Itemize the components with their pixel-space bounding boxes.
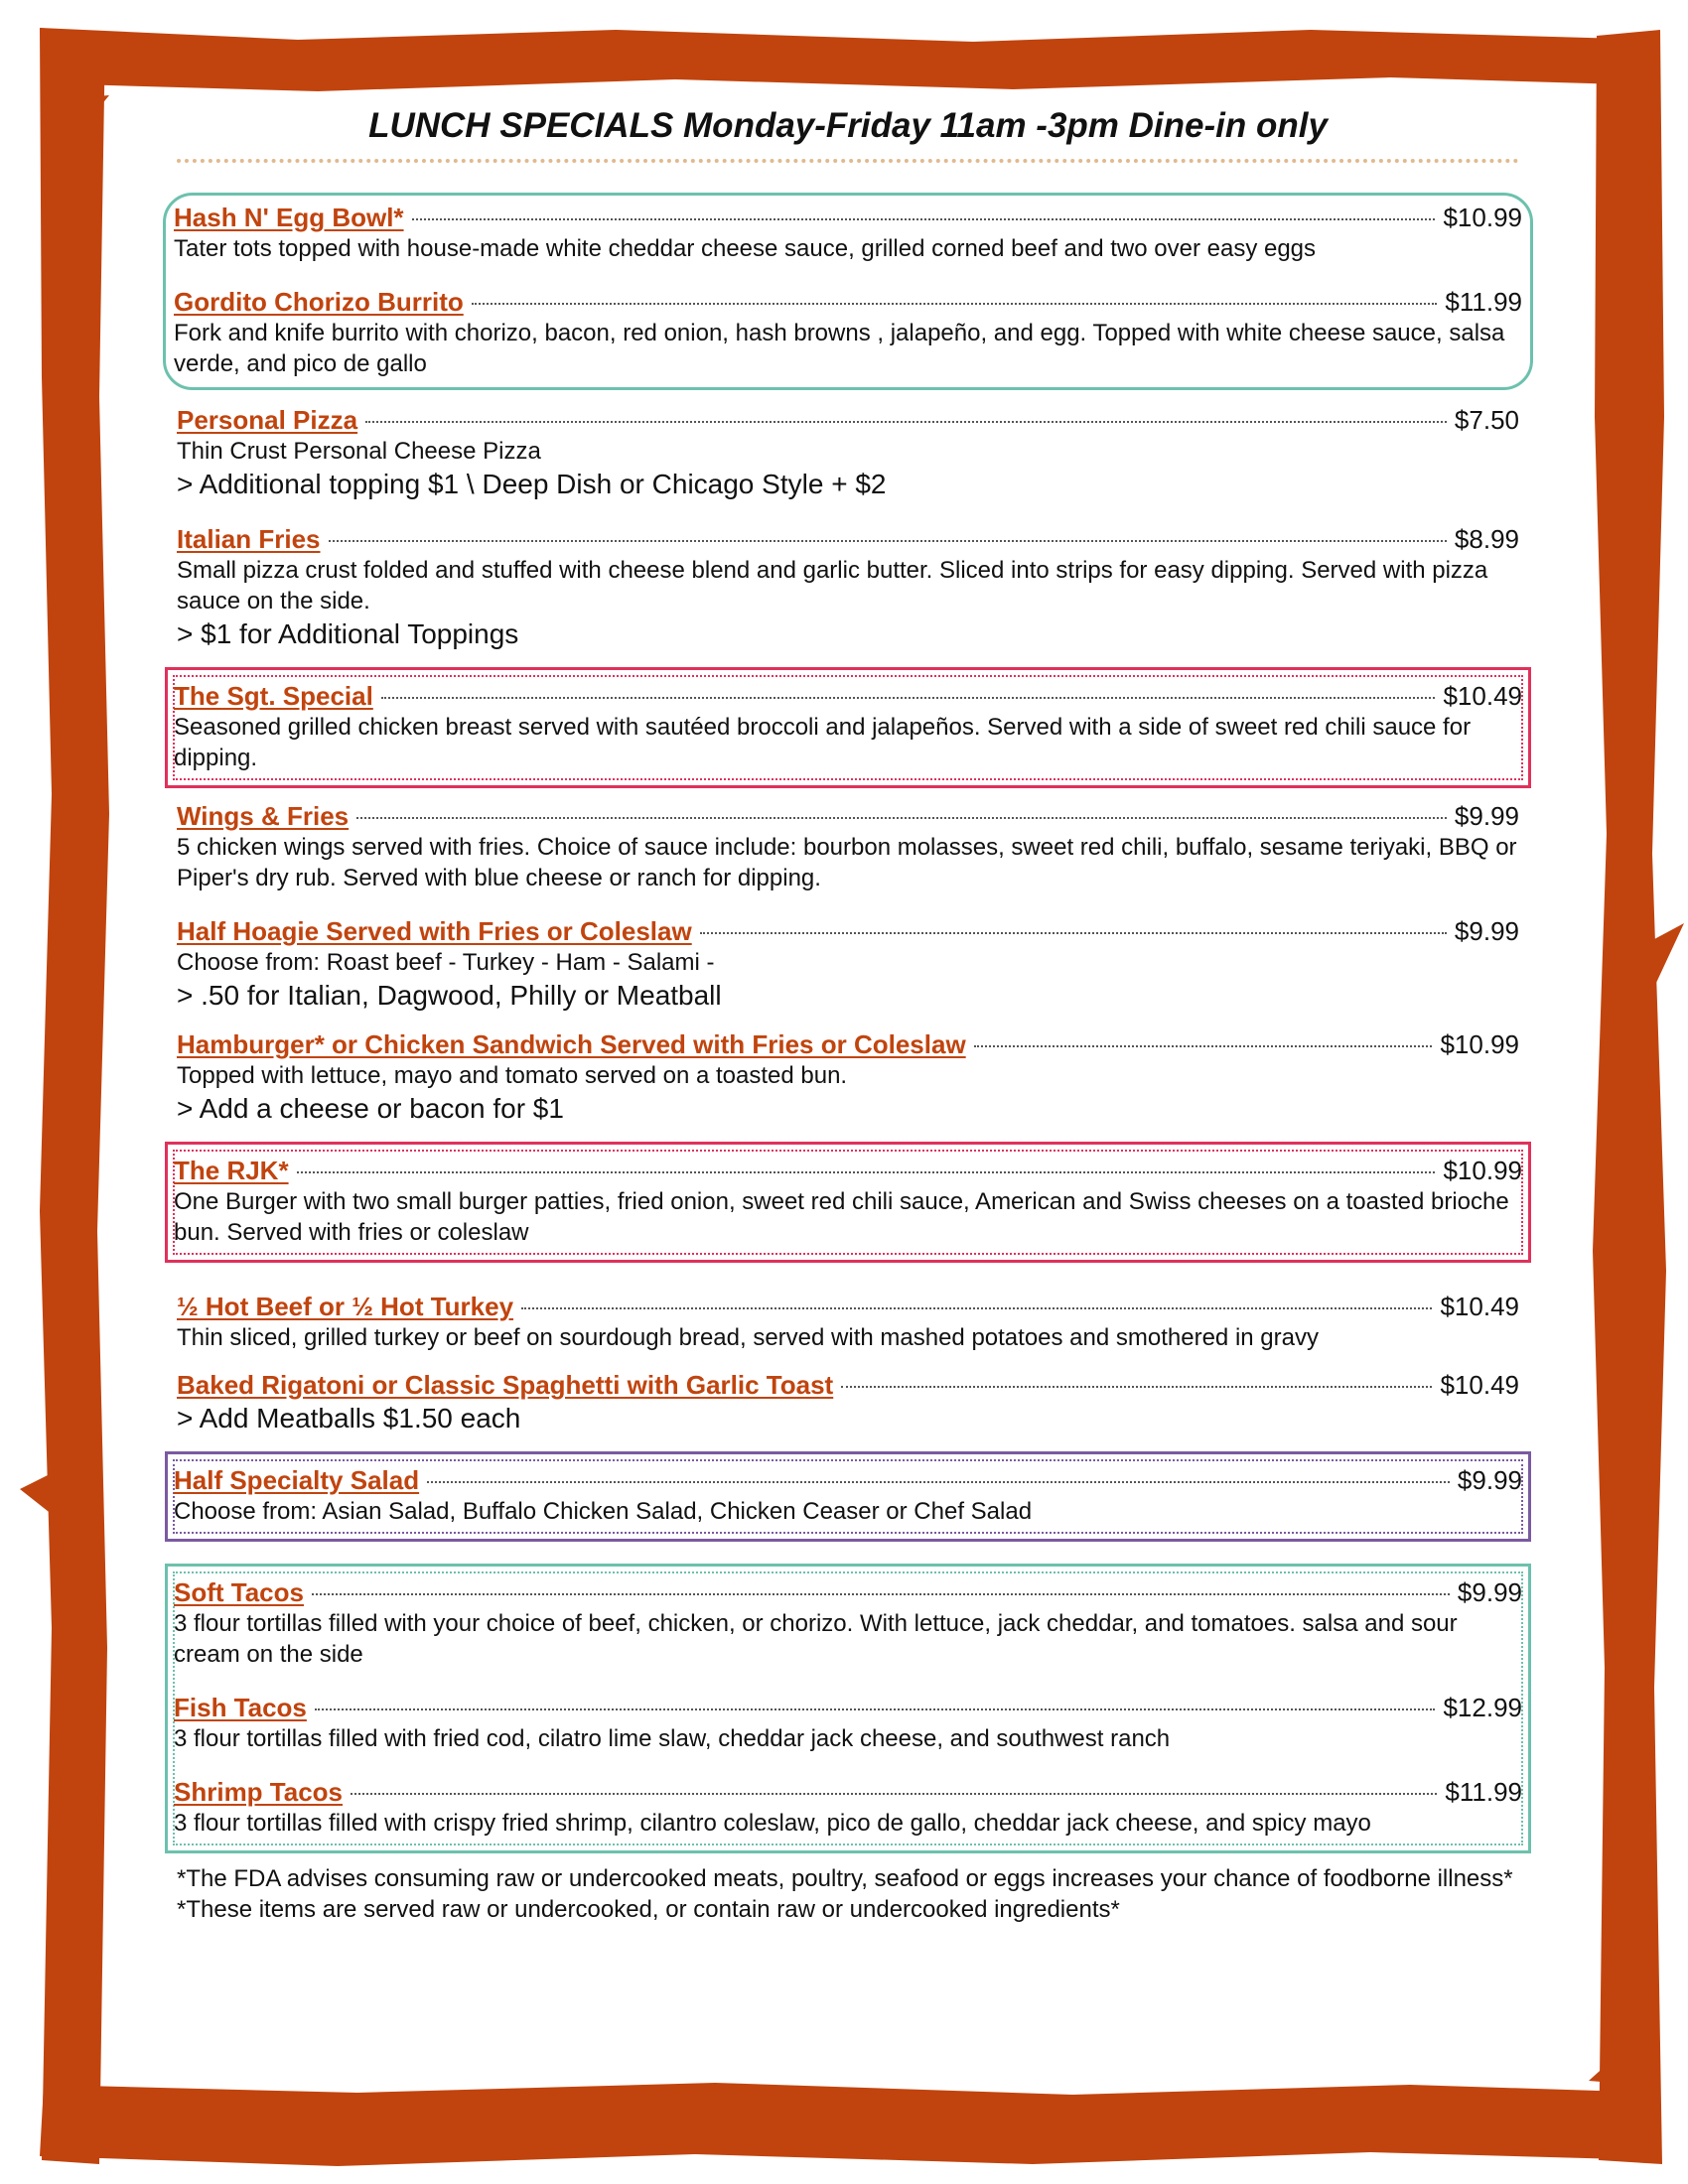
menu-item-half-specialty-salad — [174, 1464, 1522, 1527]
item-price: $9.99 — [1454, 801, 1519, 831]
menu-item-fish-tacos — [174, 1692, 1522, 1754]
item-description: 3 flour tortillas filled with fried cod, cilatro lime slaw, cheddar jack cheese, and southwest ranch — [174, 1725, 1171, 1752]
menu-item-personal-pizza — [177, 404, 1519, 501]
item-price: $9.99 — [1457, 1465, 1522, 1495]
menu-page — [174, 99, 1522, 1925]
menu-item-hamburger-chicken-sandwich — [177, 1028, 1519, 1126]
item-name: Wings & Fries — [177, 801, 350, 831]
item-name: The Sgt. Special — [174, 681, 373, 711]
item-description: Thin Crust Personal Cheese Pizza — [177, 438, 541, 465]
item-description: Choose from: Roast beef - Turkey - Ham - Salami - — [177, 949, 715, 976]
item-name: Hamburger* or Chicken Sandwich Served with Fries or Coleslaw — [177, 1029, 966, 1059]
featured-box-sgt-special — [165, 667, 1531, 788]
menu-item-rigatoni-spaghetti — [177, 1369, 1519, 1435]
item-description: Tater tots topped with house-made white cheddar cheese sauce, grilled corned beef and two over easy eggs — [174, 235, 1317, 262]
item-option: > .50 for Italian, Dagwood, Philly or Meatball — [177, 980, 722, 1011]
item-price: $8.99 — [1454, 524, 1519, 554]
item-price: $10.49 — [1443, 681, 1522, 711]
item-price: $9.99 — [1457, 1577, 1522, 1607]
featured-box-tacos — [165, 1564, 1531, 1853]
item-name: Hash N' Egg Bowl* — [174, 203, 404, 232]
item-name: Shrimp Tacos — [174, 1777, 344, 1807]
fda-footnote: *The FDA advises consuming raw or undercooked meats, poultry, seafood or eggs increases your chance of foodborne illness* *These items are served raw or undercooked, or contain raw or undercooked ingredients* — [177, 1865, 1513, 1923]
item-name: Italian Fries — [177, 524, 321, 554]
item-name: Gordito Chorizo Burrito — [174, 287, 464, 317]
item-price: $10.49 — [1440, 1292, 1519, 1321]
item-price: $11.99 — [1445, 287, 1522, 317]
item-price: $9.99 — [1454, 916, 1519, 946]
menu-item-gordito-chorizo-burrito — [174, 286, 1522, 379]
item-price: $10.49 — [1440, 1370, 1519, 1400]
item-price: $7.50 — [1454, 405, 1519, 435]
item-option: > Add a cheese or bacon for $1 — [177, 1093, 564, 1124]
item-option: > Additional topping $1 \ Deep Dish or Chicago Style + $2 — [177, 469, 887, 499]
item-description: Seasoned grilled chicken breast served with sautéed broccoli and jalapeños. Served with a side of sweet red chili sauce for dipping. — [174, 714, 1472, 771]
item-description: Small pizza crust folded and stuffed with cheese blend and garlic butter. Sliced into strips for easy dipping. Served with pizza sauce on the side. — [177, 557, 1488, 614]
item-price: $11.99 — [1445, 1777, 1522, 1807]
menu-item-hot-beef-turkey — [177, 1291, 1519, 1353]
item-description: One Burger with two small burger patties, fried onion, sweet red chili sauce, American and Swiss cheeses on a toasted brioche bun. Served with fries or coleslaw — [174, 1188, 1509, 1246]
item-name: Half Hoagie Served with Fries or Coleslaw — [177, 916, 692, 946]
item-name: Fish Tacos — [174, 1693, 307, 1722]
menu-item-soft-tacos — [174, 1576, 1522, 1670]
item-name: Personal Pizza — [177, 405, 358, 435]
menu-item-sgt-special — [174, 680, 1522, 773]
item-name: ½ Hot Beef or ½ Hot Turkey — [177, 1292, 514, 1321]
menu-item-half-hoagie — [177, 915, 1519, 1013]
title-divider — [177, 159, 1519, 163]
featured-box-salad — [165, 1451, 1531, 1542]
item-price: $10.99 — [1440, 1029, 1519, 1059]
menu-item-rjk — [174, 1155, 1522, 1248]
featured-box-breakfast — [163, 193, 1533, 390]
item-name: The RJK* — [174, 1156, 289, 1185]
item-description: Fork and knife burrito with chorizo, bacon, red onion, hash browns , jalapeño, and egg. Topped with white cheese sauce, salsa verde, and pico de gallo — [174, 320, 1505, 377]
item-description: Choose from: Asian Salad, Buffalo Chicken Salad, Chicken Ceaser or Chef Salad — [174, 1498, 1033, 1525]
item-description: 5 chicken wings served with fries. Choice of sauce include: bourbon molasses, sweet red chili, buffalo, sesame teriyaki, BBQ or Piper's dry rub. Served with blue cheese or ranch for dipping. — [177, 834, 1517, 891]
menu-item-italian-fries — [177, 523, 1519, 651]
item-description: Topped with lettuce, mayo and tomato served on a toasted bun. — [177, 1062, 848, 1089]
item-price: $10.99 — [1443, 1156, 1522, 1185]
item-name: Half Specialty Salad — [174, 1465, 420, 1495]
item-option: > Add Meatballs $1.50 each — [177, 1403, 521, 1433]
item-option: > $1 for Additional Toppings — [177, 618, 519, 649]
item-description: 3 flour tortillas filled with crispy fried shrimp, cilantro coleslaw, pico de gallo, cheddar jack cheese, and spicy mayo — [174, 1810, 1371, 1837]
item-price: $12.99 — [1443, 1693, 1522, 1722]
featured-box-rjk — [165, 1142, 1531, 1263]
item-price: $10.99 — [1443, 203, 1522, 232]
menu-item-wings-fries — [177, 800, 1519, 893]
page-title: LUNCH SPECIALS Monday-Friday 11am -3pm Dine-in only — [368, 106, 1328, 145]
menu-item-hash-n-egg-bowl — [174, 202, 1522, 264]
menu-item-shrimp-tacos — [174, 1776, 1522, 1839]
item-description: Thin sliced, grilled turkey or beef on sourdough bread, served with mashed potatoes and smothered in gravy — [177, 1324, 1319, 1351]
item-name: Baked Rigatoni or Classic Spaghetti with Garlic Toast — [177, 1370, 834, 1400]
item-description: 3 flour tortillas filled with your choice of beef, chicken, or chorizo. With lettuce, jack cheddar, and tomatoes. salsa and sour cream on the side — [174, 1610, 1458, 1668]
item-name: Soft Tacos — [174, 1577, 304, 1607]
